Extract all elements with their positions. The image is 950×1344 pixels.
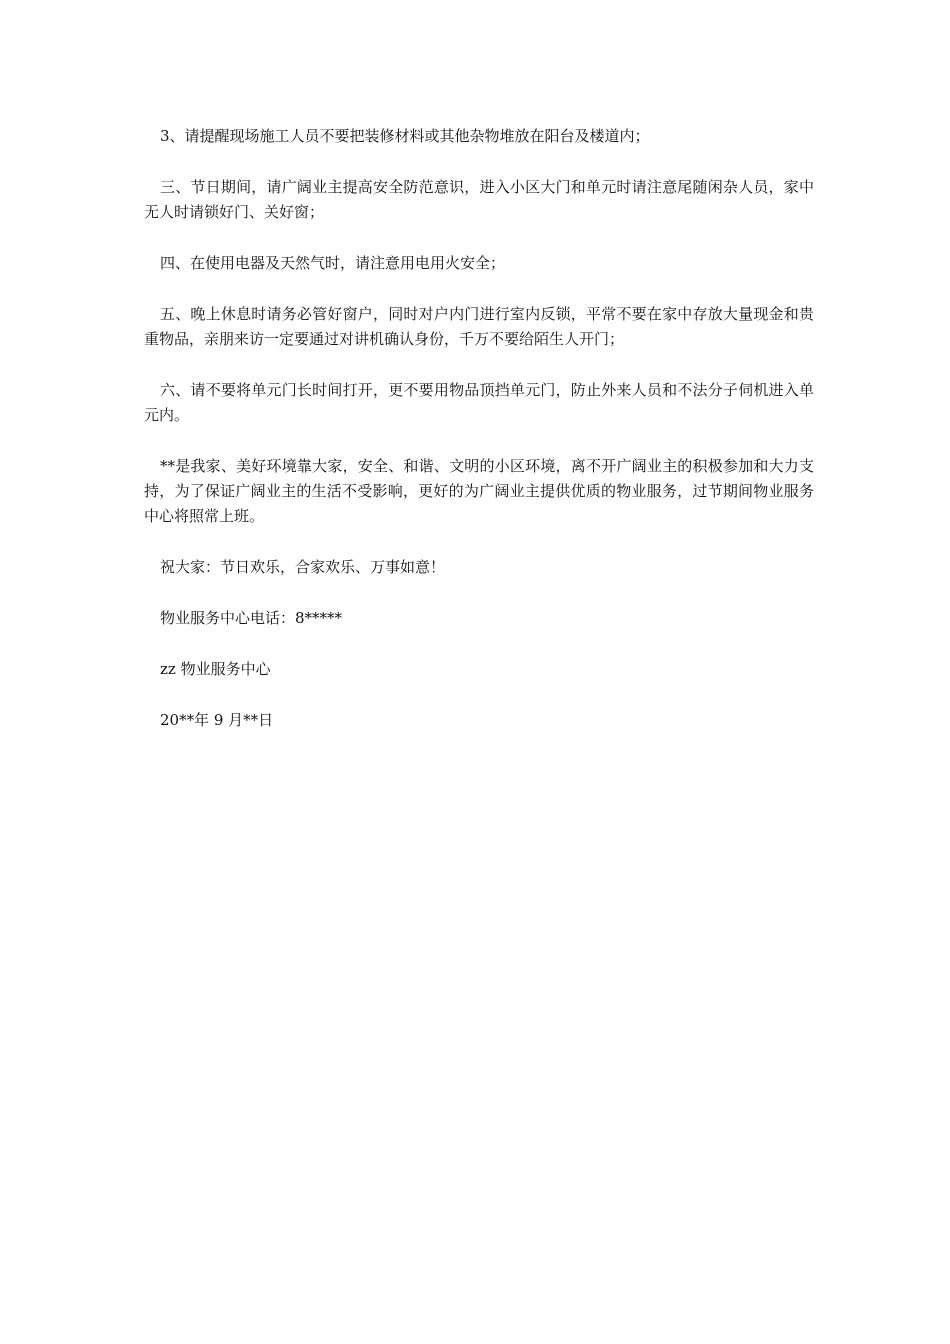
greeting-line: 祝大家：节日欢乐，合家欢乐、万事如意！ bbox=[160, 558, 446, 576]
notice-section-six: 六、请不要将单元门长时间打开，更不要用物品顶挡单元门，防止外来人员和不法分子伺机进入单元内。 bbox=[144, 381, 814, 424]
phone-line: 物业服务中心电话：8***** bbox=[160, 609, 343, 627]
closing-paragraph: **是我家、美好环境靠大家，安全、和谐、文明的小区环境，离不开广阔业主的积极参加和大力支持，为了保证广阔业主的生活不受影响，更好的为广阔业主提供优质的物业服务，过节期间物业服务中心将照常上班。 bbox=[144, 457, 814, 525]
notice-section-five: 五、晚上休息时请务必管好窗户，同时对户内门进行室内反锁，平常不要在家中存放大量现金和贵重物品，亲朋来访一定要通过对讲机确认身份，千万不要给陌生人开门； bbox=[144, 305, 814, 348]
notice-section-three: 三、节日期间，请广阔业主提高安全防范意识，进入小区大门和单元时请注意尾随闲杂人员，家中无人时请锁好门、关好窗； bbox=[144, 178, 814, 221]
signature-line: zz 物业服务中心 bbox=[160, 660, 271, 678]
notice-item-3: 3、请提醒现场施工人员不要把装修材料或其他杂物堆放在阳台及楼道内； bbox=[160, 127, 650, 145]
date-line: 20**年 9 月**日 bbox=[160, 711, 274, 729]
notice-section-four: 四、在使用电器及天然气时，请注意用电用火安全； bbox=[160, 254, 506, 272]
document-body bbox=[144, 124, 814, 759]
